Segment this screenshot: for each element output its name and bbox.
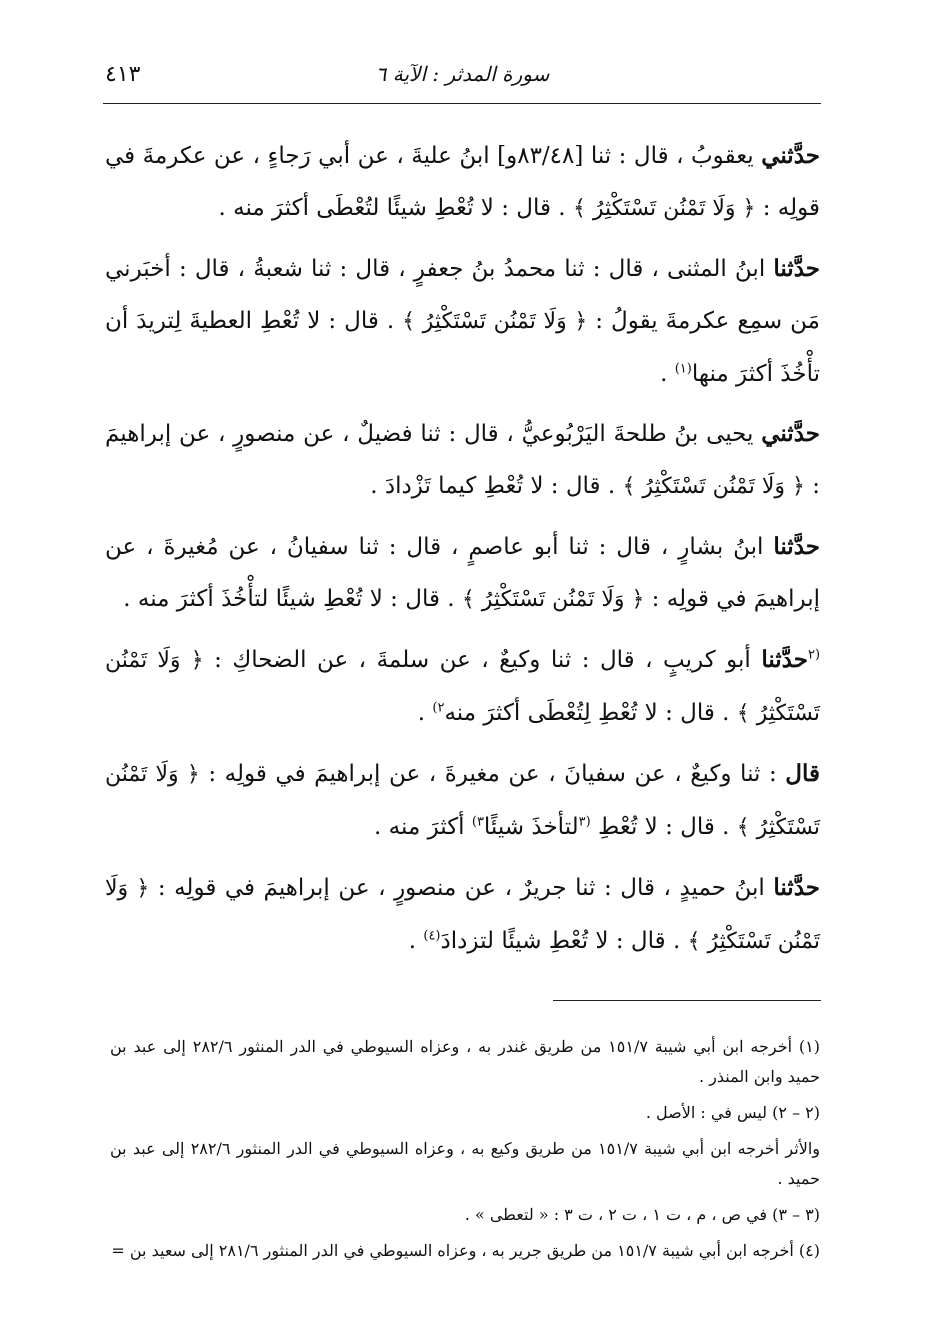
narration-lead: حدَّثنا	[773, 874, 820, 901]
hadith-paragraph-7	[105, 862, 820, 968]
narration-end: .	[660, 361, 675, 387]
hadith-paragraph-4	[105, 521, 820, 626]
hadith-paragraph-1	[105, 130, 820, 235]
quran-quote: ﴿ وَلَا تَمْنُن تَسْتَكْثِرُ ﴾	[105, 876, 820, 954]
narration-lead: قال	[785, 760, 820, 787]
footnote-4: (٤) أخرجه ابن أبي شيبة ١٥١/٧ من طريق جرير به ، وعزاه السيوطي في الدر المنثور ٢٨١/٦ إلى سعيد بن =	[111, 1241, 820, 1260]
narration-text: : ثنا وكيعٌ ، عن سفيانَ ، عن مغيرةَ ، عن إبراهيمَ في قولِه :	[199, 761, 786, 787]
narration-end: أكثرَ منه .	[374, 814, 472, 840]
narration-lead: حدَّثني	[761, 420, 820, 447]
page-header	[105, 56, 820, 96]
footnote-marker: ٣)	[471, 814, 484, 830]
footnote-rule	[553, 1000, 821, 1001]
narration-text: أبو كريبٍ ، قال : ثنا وكيعٌ ، عن سلمةَ ، عن الضحاكِ :	[203, 647, 762, 673]
narration-end: .	[408, 928, 424, 954]
quran-quote: ﴿ وَلَا تَمْنُن تَسْتَكْثِرُ ﴾	[622, 474, 805, 499]
narration-lead: حدَّثنا	[773, 533, 820, 560]
hadith-paragraph-5	[105, 634, 820, 740]
narration-tail: . قال : لا تُعْطِ العطيةَ لِتريدَ أن تأْخُذَ أكثرَ منها	[105, 308, 820, 387]
footnote-2: (٢ – ٢) ليس في : الأصل .	[645, 1103, 820, 1122]
narration-tail: . قال : لا تُعْطِ	[590, 814, 737, 840]
footnotes	[110, 1032, 820, 1272]
header-rule	[103, 103, 821, 104]
narration-lead: حدَّثنا	[773, 255, 820, 282]
quran-quote: ﴿ وَلَا تَمْنُن تَسْتَكْثِرُ ﴾	[105, 762, 820, 840]
page-number: ٤١٣	[105, 62, 141, 87]
narration-text: ابنُ بشارٍ ، قال : ثنا أبو عاصمٍ ، قال : ثنا سفيانُ ، عن مُغيرةَ ، عن إبراهيمَ في قولِه :	[105, 534, 820, 612]
quran-quote: ﴿ وَلَا تَمْنُن تَسْتَكْثِرُ ﴾	[105, 648, 820, 726]
footnote-marker: (٢	[807, 647, 821, 663]
narration-tail: . قال : لا تُعْطِ شيئًا لتزدادَ	[440, 928, 688, 954]
footnote-3: (٣ – ٣) في ص ، م ، ت ١ ، ت ٢ ، ت ٣ : « لتعطى » .	[464, 1205, 820, 1224]
narration-text: ابنُ المثنى ، قال : ثنا محمدُ بنُ جعفرٍ ، قال : ثنا شعبةُ ، قال : أخبَرني مَن سمِع عكرمةَ يقولُ :	[105, 256, 821, 334]
narration-text: يحيى بنُ طلحةَ اليَرْبُوعيُّ ، قال : ثنا فضيلٌ ، عن منصورٍ ، عن إبراهيمَ :	[105, 421, 820, 499]
quran-quote: ﴿ وَلَا تَمْنُن تَسْتَكْثِرُ ﴾	[572, 196, 756, 221]
footnote-2-note: والأثر أخرجه ابن أبي شيبة ١٥١/٧ من طريق وكيع به ، وعزاه السيوطي في الدر المنثور ٢٨٢/٦ إلى عبد بن حميد .	[110, 1139, 821, 1188]
narration-tail: . قال : لا تُعْطِ كيما تَزْدادَ .	[370, 473, 623, 499]
narration-tail: . قال : لا تُعْطِ شيئًا لتأْخُذَ أكثرَ منه .	[123, 586, 462, 612]
narration-text: ابنُ حميدٍ ، قال : ثنا جريرٌ ، عن منصورٍ ، عن إبراهيمَ في قولِه :	[149, 875, 774, 901]
quran-quote: ﴿ وَلَا تَمْنُن تَسْتَكْثِرُ ﴾	[461, 587, 645, 612]
footnote-marker: (١)	[674, 361, 692, 377]
narration-end: .	[417, 700, 433, 726]
narration-lead: حدَّثنا	[761, 646, 808, 673]
main-text	[105, 130, 820, 976]
narration-tail: . قال : لا تُعْطِ لِتُعْطَى أكثرَ منه	[444, 700, 737, 726]
hadith-paragraph-2	[105, 243, 820, 400]
hadith-paragraph-6	[105, 748, 820, 854]
narration-lead: حدَّثني	[761, 142, 820, 169]
footnote-marker: (٣	[578, 814, 591, 830]
narration-text: يعقوبُ ، قال : ثنا [٨٣/٤٨و] ابنُ عليةَ ، عن أبي رَجاءٍ ، عن عكرمةَ في قولِه :	[105, 143, 820, 221]
narration-tail-2: لتأخذَ شيئًا	[483, 814, 579, 840]
quran-quote: ﴿ وَلَا تَمْنُن تَسْتَكْثِرُ ﴾	[402, 309, 588, 334]
footnote-marker: ٢)	[432, 700, 445, 716]
footnote-marker: (٤)	[423, 928, 441, 944]
narration-tail: . قال : لا تُعْطِ شيئًا لتُعْطَى أكثرَ منه .	[218, 195, 573, 221]
running-title: سورة المدثر : الآية ٦	[375, 62, 550, 86]
hadith-paragraph-3	[105, 408, 820, 513]
footnote-1: (١) أخرجه ابن أبي شيبة ١٥١/٧ من طريق غندر به ، وعزاه السيوطي في الدر المنثور ٢٨٢/٦ إلى عبد بن حميد وابن المنذر .	[110, 1037, 821, 1086]
